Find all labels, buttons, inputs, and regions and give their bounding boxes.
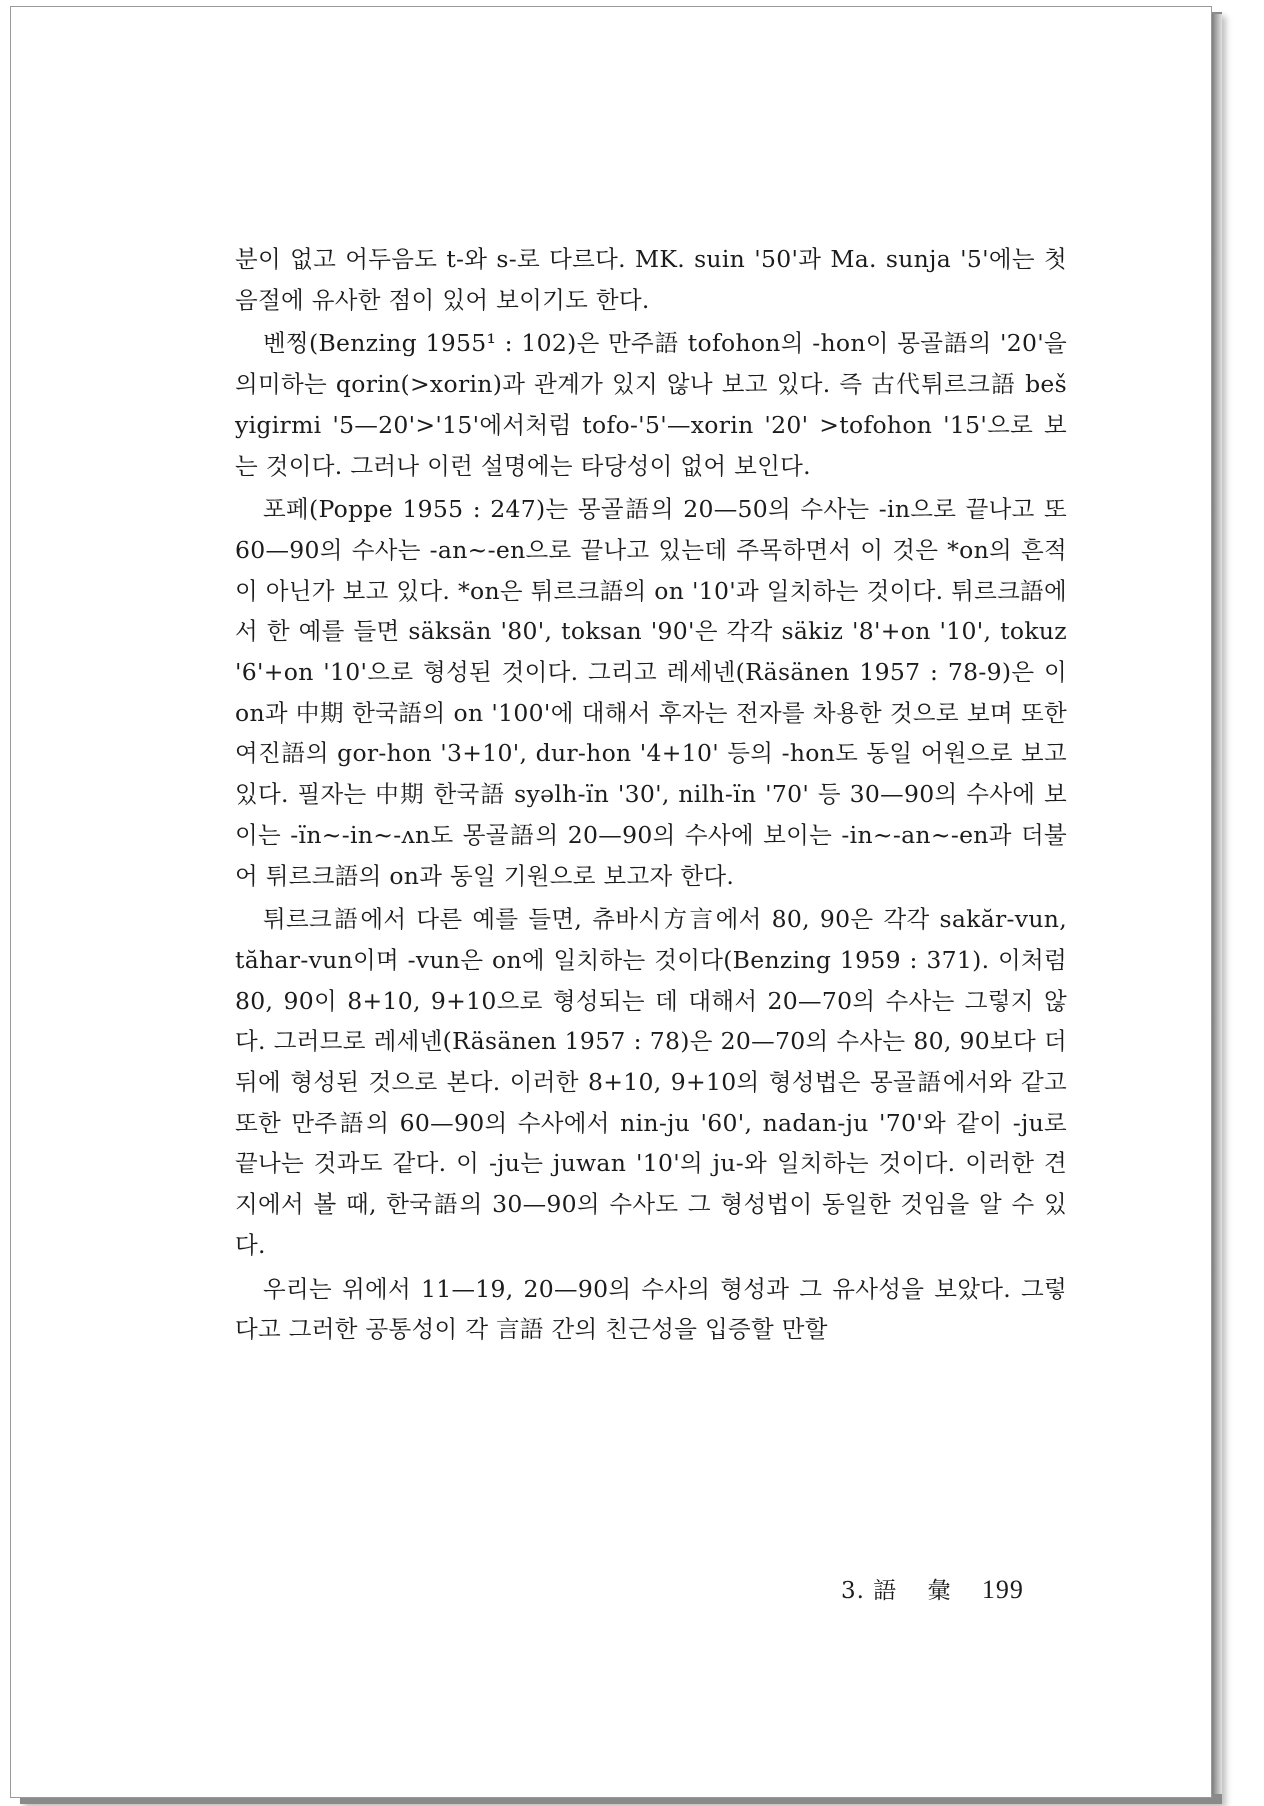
paragraph-3: 포페(Poppe 1955 : 247)는 몽골語의 20—50의 수사는 -in으로 끝나고 또 60—90의 수사는 -an~-en으로 끝나고 있는데 주목하면서 이 것은 *on의 흔적이 아닌가 보고 있다. *on은 튀르크語의 on '10'과 일치하는 것이다. 튀르크語에서 한 예를 들면 säksän '80', toksan '90'은 각각 säkiz '8'+on '10', tokuz '6'+on '10'으로 형성된 것이다. 그리고 레세넨(Räsänen 1957 : 78-9)은 이 on과 中期 한국語의 on '100'에 대해서 후자는 전자를 차용한 것으로 보며 또한 여진語의 gor-hon '3+10', dur-hon '4+10' 등의 -hon도 동일 어원으로 보고 있다. 필자는 中期 한국語 syəlh-ïn '30', nilh-ïn '70' 등 30—90의 수사에 보이는 -ïn~-in~-ʌn도 몽골語의 20—90의 수사에 보이는 -in~-an~-en과 더불어 튀르크語의 on과 동일 기원으로 보고자 한다.: [235, 495, 1067, 890]
page-footer: [841, 1572, 1024, 1605]
page-edge-shadow: [1212, 14, 1222, 1794]
paragraph-5: 우리는 위에서 11—19, 20—90의 수사의 형성과 그 유사성을 보았다. 그렇다고 그러한 공통성이 각 言語 간의 친근성을 입증할 만할: [235, 1274, 1067, 1344]
paragraph-2: 벤찡(Benzing 1955¹ : 102)은 만주語 tofohon의 -hon이 몽골語의 '20'을 의미하는 qorin(>xorin)과 관계가 있지 않나 보고 있다. 즉 古代튀르크語 beš yigirmi '5—20'>'15'에서처럼 tofo-'5'—xorin '20' >tofohon '15'으로 보는 것이다. 그러나 이런 설명에는 타당성이 없어 보인다.: [235, 329, 1067, 480]
book-page: [10, 6, 1212, 1798]
paragraph-4: 튀르크語에서 다른 예를 들면, 츄바시方言에서 80, 90은 각각 sakăr-vun, tăhar-vun이며 -vun은 on에 일치하는 것이다(Benzing 1959 : 371). 이처럼 80, 90이 8+10, 9+10으로 형성되는 데 대해서 20—70의 수사는 그렇지 않다. 그러므로 레세넨(Räsänen 1957 : 78)은 20—70의 수사는 80, 90보다 더 뒤에 형성된 것으로 본다. 이러한 8+10, 9+10의 형성법은 몽골語에서와 같고 또한 만주語의 60—90의 수사에서 nin-ju '60', nadan-ju '70'와 같이 -ju로 끝나는 것과도 같다. 이 -ju는 juwan '10'의 ju-와 일치하는 것이다. 이러한 견지에서 볼 때, 한국語의 30—90의 수사도 그 형성법이 동일한 것임을 알 수 있다.: [235, 905, 1067, 1259]
body-text: [235, 239, 1067, 1350]
paragraph-1: 분이 없고 어두음도 t-와 s-로 다르다. MK. suin '50'과 Ma. sunja '5'에는 첫 음절에 유사한 점이 있어 보이기도 한다.: [235, 245, 1067, 314]
footer-title: 彙: [927, 1578, 952, 1604]
page-number: 199: [981, 1575, 1024, 1604]
footer-section: 3. 語: [841, 1578, 898, 1604]
